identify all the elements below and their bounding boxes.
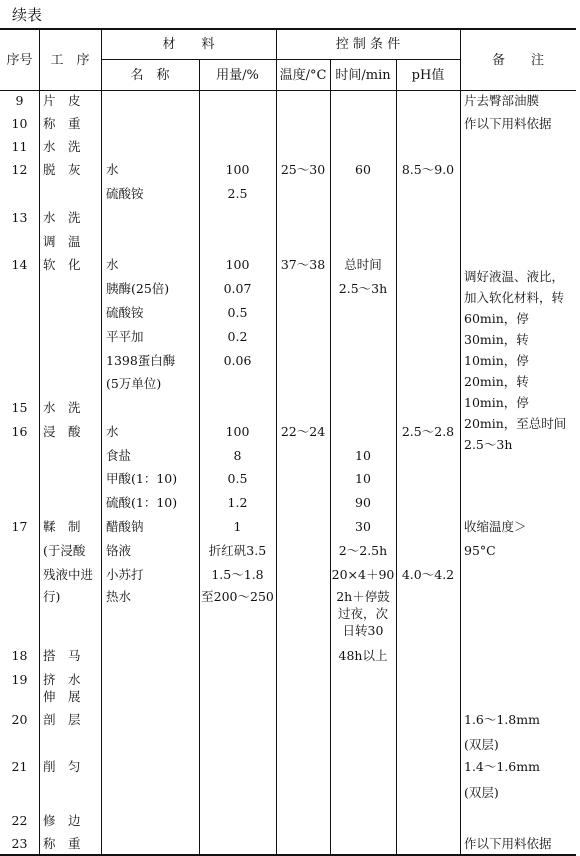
header-rule [0,90,576,91]
time-cell: 60 [355,162,371,177]
material-cell: 小苏打 [106,567,144,582]
amount-cell: 0.2 [227,329,248,344]
material-cell: 硫酸铵 [106,186,144,201]
remark-cell: 1.6～1.8mm [464,712,540,727]
process-cell: 浸 酸 [43,424,81,439]
header-rule [101,59,460,60]
material-cell: 热水 [106,589,132,604]
header-process: 工 序 [50,53,90,68]
process-cell: (于浸酸 [43,543,86,558]
time-cell: 30 [355,519,371,534]
material-cell: 胰酶(25倍) [106,281,170,296]
remark-cell: 95°C [464,543,496,558]
process-cell: 称 重 [43,116,81,131]
material-cell: 1398蛋白酶 [106,353,176,368]
amount-cell: 至200～250 [201,589,274,604]
material-cell: 铬液 [106,543,132,558]
amount-cell: 1 [233,519,242,534]
amount-cell: 0.5 [227,471,248,486]
remark-cell: 作以下用料依据 [464,836,552,851]
time-cell: 48h以上 [338,648,388,663]
process-cell: 剖 层 [43,712,81,727]
table-caption: 续表 [12,6,43,24]
remark-cell: (双层) [464,785,499,800]
process-table [0,28,576,856]
process-cell: 水 洗 [43,139,81,154]
seq-cell: 9 [15,93,24,108]
ph-cell: 2.5～2.8 [401,424,455,439]
ph-cell: 4.0～4.2 [401,567,455,582]
seq-cell: 12 [11,162,28,177]
amount-cell: 100 [225,162,250,177]
process-cell: 水 洗 [43,210,81,225]
seq-cell: 15 [11,400,28,415]
process-cell: 搭 马 [43,648,81,663]
process-cell: 水 洗 [43,400,81,415]
seq-cell: 22 [11,813,28,828]
header-control: 控 制 条 件 [335,37,401,52]
material-cell: 平平加 [106,329,144,344]
amount-cell: 2.5 [227,186,248,201]
temp-cell: 22～24 [280,424,326,439]
col-rule [396,59,397,854]
ph-cell: 8.5～9.0 [401,162,455,177]
col-rule [276,30,277,854]
seq-cell: 14 [11,257,28,272]
amount-cell: 0.06 [223,353,252,368]
remark-cell: 片去臀部油膜 [464,93,540,108]
process-cell: 挤 水 [43,672,81,687]
process-cell: 修 边 [43,813,81,828]
seq-cell: 17 [11,519,28,534]
process-cell: 脱 灰 [43,162,81,177]
seq-cell: 13 [11,210,28,225]
remark-cell: 作以下用料依据 [464,116,552,131]
time-cell: 10 [355,471,371,486]
process-cell: 片 皮 [43,93,81,108]
remark-cell: (双层) [464,737,499,752]
amount-cell: 1.5～1.8 [211,567,264,582]
time-cell: 20×4＋90 [331,567,395,582]
col-rule [460,30,461,854]
material-cell: 水 [106,424,119,439]
seq-cell: 11 [11,139,28,154]
seq-cell: 16 [11,424,28,439]
header-material: 材 料 [162,37,215,52]
header-name: 名 称 [130,68,170,83]
process-cell: 行) [43,589,61,604]
material-cell: 醋酸钠 [106,519,144,534]
amount-cell: 8 [233,448,242,463]
seq-cell: 19 [11,672,28,687]
material-cell: 硫酸铵 [106,305,144,320]
amount-cell: 折红矾3.5 [208,543,267,558]
amount-cell: 100 [225,424,250,439]
amount-cell: 0.07 [223,281,252,296]
time-cell: 10 [355,448,371,463]
time-cell: 2.5～3h [338,281,388,296]
seq-cell: 18 [11,648,28,663]
time-cell: 2h＋停鼓 [336,589,390,604]
process-cell: 残液中进 [43,567,94,582]
process-cell: 削 匀 [43,759,81,774]
material-cell: 水 [106,257,119,272]
process-cell: 调 温 [43,234,81,249]
header-ph: pH值 [411,68,445,83]
softening-note: 调好液温、液比，加入软化材料，转60min，停30min，转10min，停20min，转10min，停20min，至总时间2.5～3h [464,269,567,452]
header-remark: 备 注 [491,53,544,68]
header-seq: 序号 [6,53,33,68]
amount-cell: 100 [225,257,250,272]
time-cell: 90 [355,495,371,510]
seq-cell: 21 [11,759,28,774]
material-cell: (5万单位) [106,376,162,391]
temp-cell: 25～30 [280,162,326,177]
remark-cell: 收缩温度＞ [464,519,527,534]
time-cell: 总时间 [344,257,382,272]
material-cell: 甲酸(1：10) [106,471,178,486]
seq-cell: 10 [11,116,28,131]
col-rule [101,30,102,854]
material-cell: 硫酸(1：10) [106,495,178,510]
temp-cell: 37～38 [280,257,326,272]
time-cell: 过夜，次 [337,606,388,621]
process-cell: 鞣 制 [43,519,81,534]
seq-cell: 20 [11,712,28,727]
process-cell: 称 重 [43,836,81,851]
time-cell: 2～2.5h [338,543,388,558]
process-cell: 软 化 [43,257,81,272]
time-cell: 日转30 [342,623,384,638]
seq-cell: 23 [11,836,28,851]
material-cell: 水 [106,162,119,177]
header-temp: 温度/°C [279,68,327,83]
header-amount: 用量/% [216,68,259,83]
amount-cell: 1.2 [227,495,248,510]
process-cell: 伸 展 [43,689,81,704]
col-rule [39,30,40,854]
amount-cell: 0.5 [227,305,248,320]
header-time: 时间/min [335,68,391,83]
remark-cell: 1.4～1.6mm [464,759,540,774]
material-cell: 食盐 [106,448,132,463]
